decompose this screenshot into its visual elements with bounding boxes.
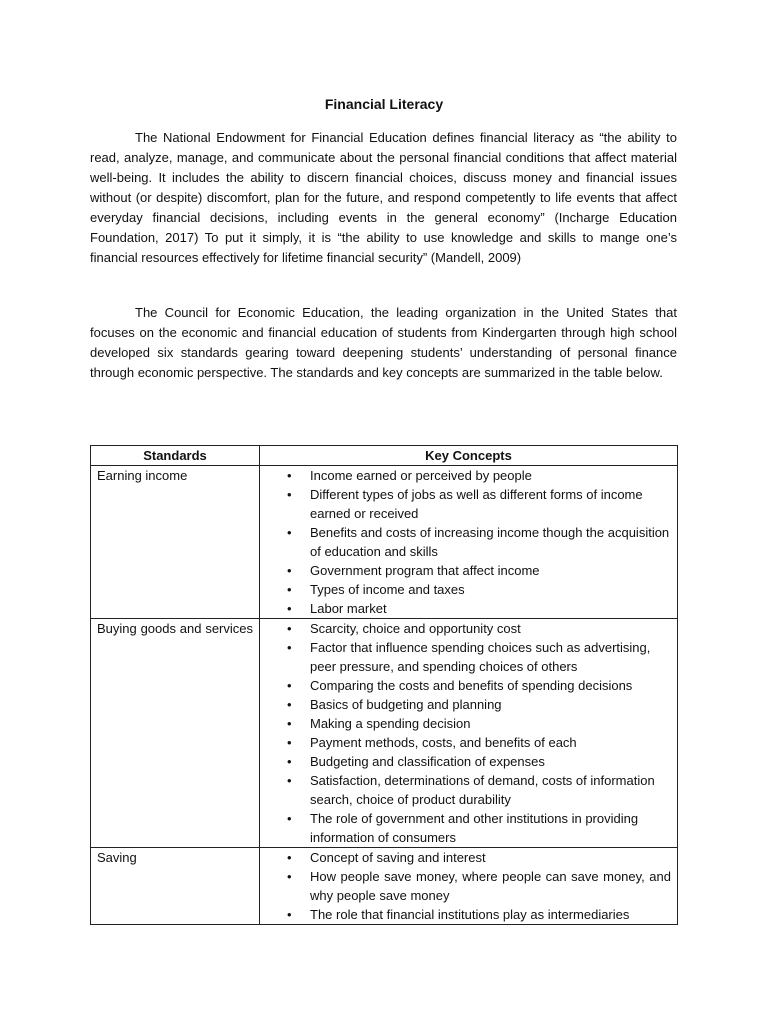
list-item: • Factor that influence spending choices such as advertising, peer pressure, and spending choices of others — [266, 638, 671, 676]
list-item: • Government program that affect income — [266, 561, 671, 580]
standards-table — [90, 445, 678, 925]
concept-list — [266, 466, 671, 618]
standard-buying-goods — [91, 619, 260, 848]
list-item: • Making a spending decision — [266, 714, 671, 733]
list-item: • Benefits and costs of increasing income though the acquisition of education and skills — [266, 523, 671, 561]
concepts-cell — [260, 466, 678, 619]
table-row — [91, 848, 678, 925]
list-item: • Concept of saving and interest — [266, 848, 671, 867]
standard-saving: Saving — [91, 848, 260, 925]
paragraph-council: The Council for Economic Education, the leading organization in the United States that focuses on the economic and financial education of students from Kindergarten through high school developed six standards gearing toward deepening students’ understanding of personal finance through economic perspective. The standards and key concepts are summarized in the table below. — [90, 305, 677, 380]
document-title: Financial Literacy — [324, 96, 444, 112]
table-header-row — [91, 446, 678, 466]
concepts-cell — [260, 848, 678, 925]
concept-list — [266, 619, 671, 847]
table-row — [91, 619, 678, 848]
list-item: • The role that financial institutions play as intermediaries — [266, 905, 671, 924]
list-item: • Basics of budgeting and planning — [266, 695, 671, 714]
list-item: • Budgeting and classification of expenses — [266, 752, 671, 771]
paragraph-definition: The National Endowment for Financial Education defines financial literacy as “the ability to read, analyze, manage, and communicate about the personal financial conditions that affect material well-being. It includes the ability to discern financial choices, discuss money and financial issues without (or despite) discomfort, plan for the future, and respond competently to life events that affect everyday financial decisions, including events in the general economy” (Incharge Education Foundation, 2017) To put it simply, it is “the ability to use knowledge and skills to mange one’s financial resources effectively for lifetime financial security” (Mandell, 2009) — [90, 130, 677, 265]
list-item: • Labor market — [266, 599, 671, 618]
list-item: • Scarcity, choice and opportunity cost — [266, 619, 671, 638]
list-item: • Comparing the costs and benefits of spending decisions — [266, 676, 671, 695]
header-key-concepts: Key Concepts — [260, 446, 678, 466]
list-item: • How people save money, where people can save money, and why people save money — [266, 867, 671, 905]
list-item: • Payment methods, costs, and benefits of each — [266, 733, 671, 752]
standard-buying-goods-label: Buying goods and services — [97, 621, 253, 636]
table-row — [91, 466, 678, 619]
concepts-cell — [260, 619, 678, 848]
list-item: • Satisfaction, determinations of demand, costs of information search, choice of product durability — [266, 771, 671, 809]
header-standards: Standards — [91, 446, 260, 466]
concept-list — [266, 848, 671, 924]
standard-earning-income: Earning income — [91, 466, 260, 619]
list-item: • Types of income and taxes — [266, 580, 671, 599]
list-item: • Income earned or perceived by people — [266, 466, 671, 485]
list-item: • The role of government and other institutions in providing information of consumers — [266, 809, 671, 847]
list-item: • Different types of jobs as well as different forms of income earned or received — [266, 485, 671, 523]
